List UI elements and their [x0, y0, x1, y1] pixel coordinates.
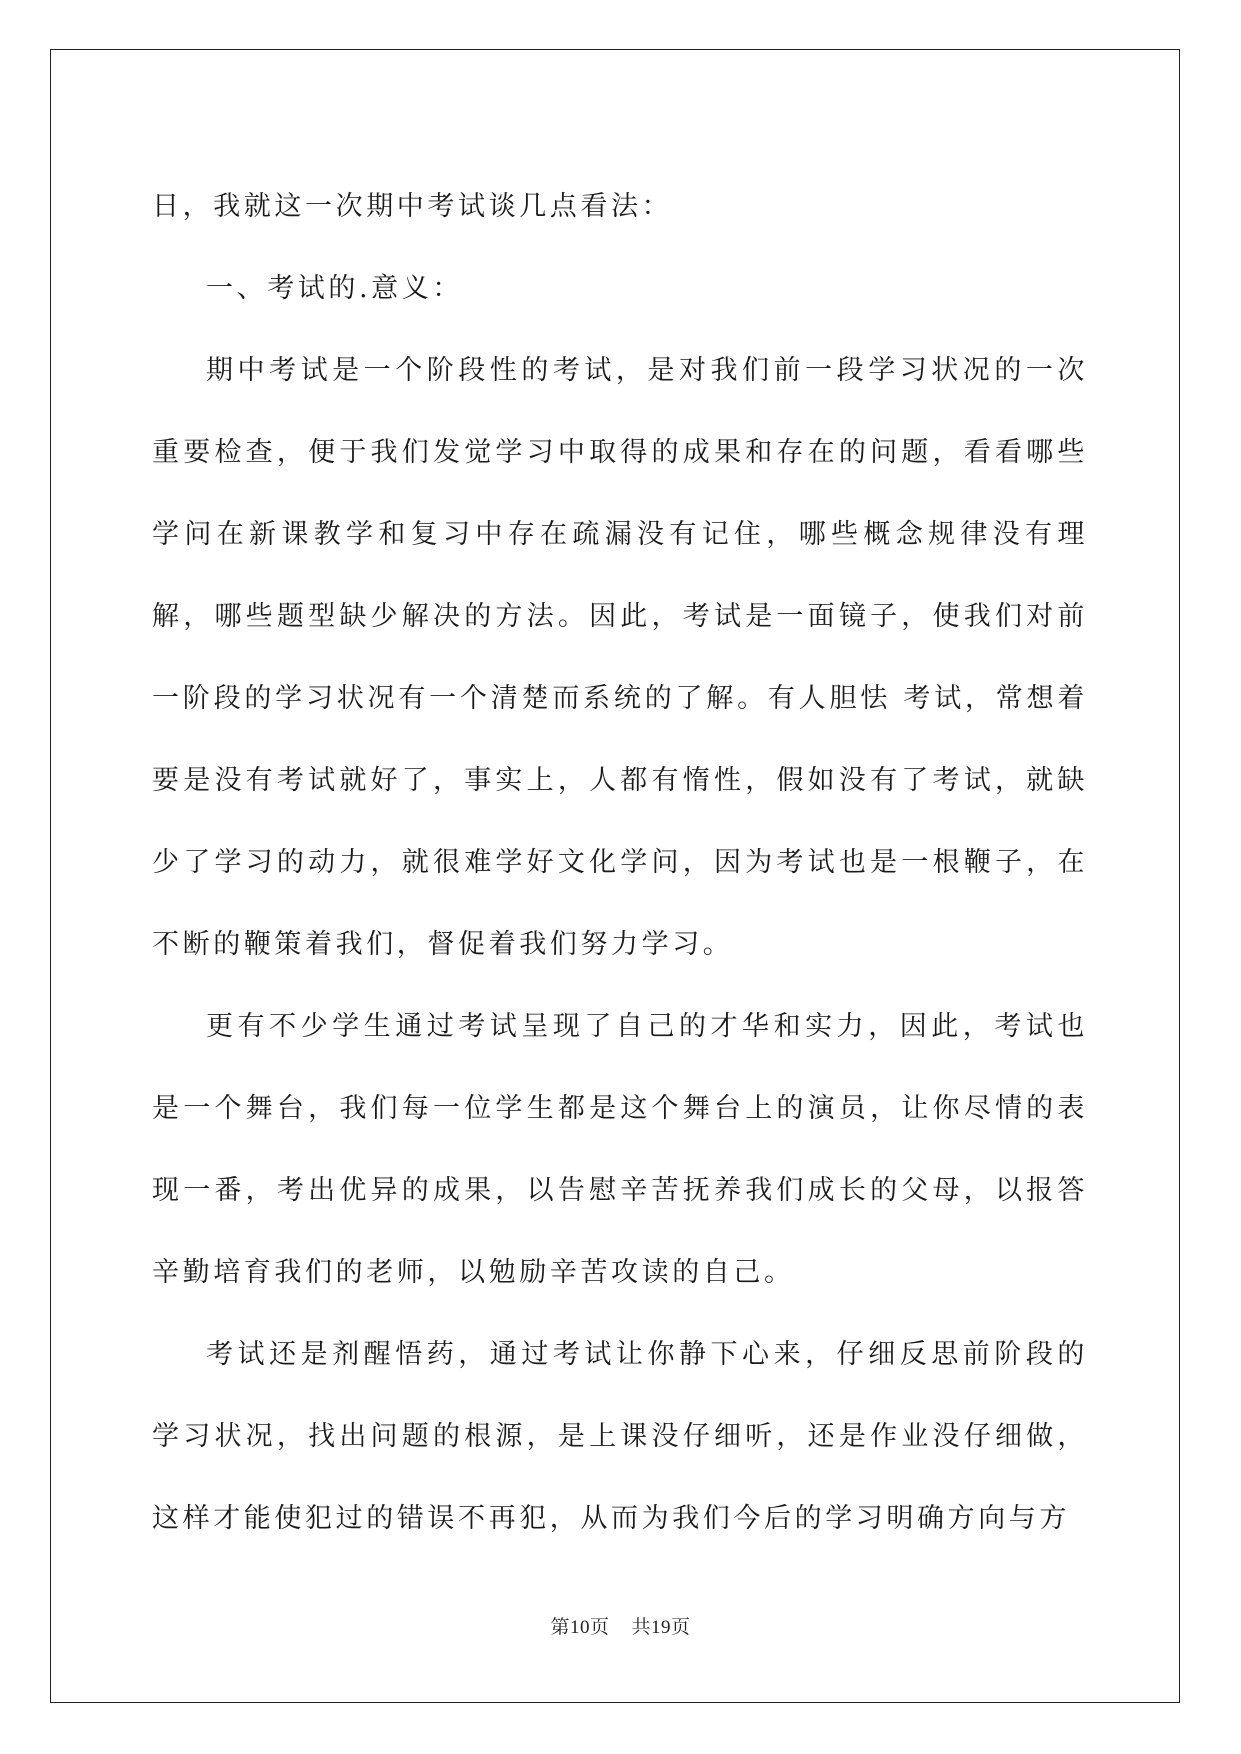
document-body	[152, 166, 1088, 1560]
page-number: 第10页	[550, 1617, 610, 1638]
page-total: 共19页	[631, 1617, 691, 1638]
section-heading: 一、考试的.意义：	[206, 273, 463, 304]
paragraph: 期中考试是一个阶段性的考试，是对我们前一段学习状况的一次重要检查，便于我们发觉学习中取得的成果和存在的问题，看看哪些学问在新课教学和复习中存在疏漏没有记住，哪些概念规律没有理解，哪些题型缺少解决的方法。因此，考试是一面镜子，使我们对前一阶段的学习状况有一个清楚而系统的了解。有人胆怯 考试，常想着要是没有考试就好了，事实上，人都有惰性，假如没有了考试，就缺少了学习的动力，就很难学好文化学问，因为考试也是一根鞭子，在不断的鞭策着我们，督促着我们努力学习。	[152, 355, 1088, 960]
paragraph: 考试还是剂醒悟药，通过考试让你静下心来，仔细反思前阶段的学习状况，找出问题的根源，是上课没仔细听，还是作业没仔细做，这样才能使犯过的错误不再犯，从而为我们今后的学习明确方向与方	[152, 1339, 1088, 1534]
paragraph-intro: 日，我就这一次期中考试谈几点看法：	[152, 191, 673, 222]
paragraph: 更有不少学生通过考试呈现了自己的才华和实力，因此，考试也是一个舞台，我们每一位学生都是这个舞台上的演员，让你尽情的表现一番，考出优异的成果，以告慰辛苦抚养我们成长的父母，以报答辛勤培育我们的老师，以勉励辛苦攻读的自己。	[152, 1011, 1088, 1288]
page-footer	[0, 1612, 1241, 1639]
